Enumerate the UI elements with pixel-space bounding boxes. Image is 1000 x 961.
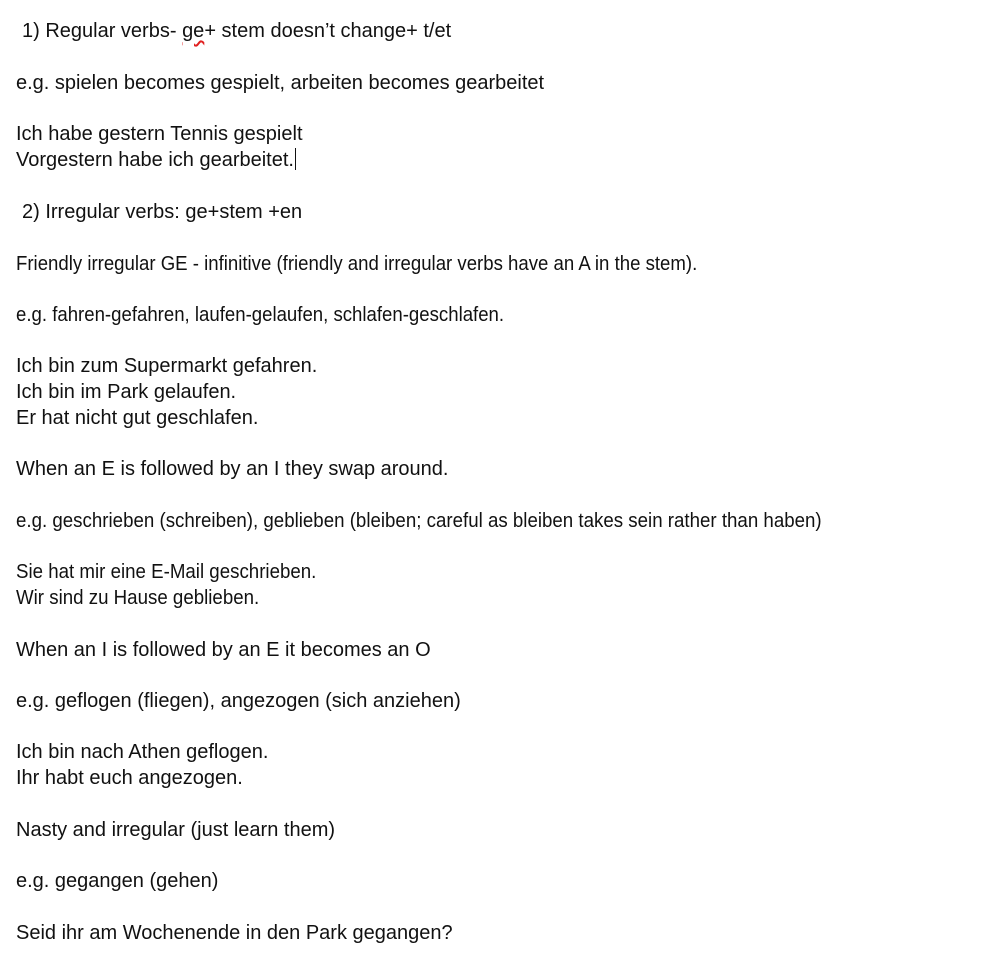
ie-sentence-2: Ihr habt euch angezogen.: [16, 767, 243, 789]
heading-regular-pre: 1) Regular verbs-: [22, 20, 183, 42]
regular-sentence-2-text: Vorgestern habe ich gearbeitet.: [16, 149, 294, 171]
regular-sentence-1: Ich habe gestern Tennis gespielt: [16, 123, 303, 145]
ei-swap-rule: When an E is followed by an I they swap around.: [16, 458, 449, 480]
regular-example: e.g. spielen becomes gespielt, arbeiten becomes gearbeitet: [16, 72, 545, 94]
friendly-sentence-3: Er hat nicht gut geschlafen.: [16, 407, 259, 429]
heading-regular-post: + stem doesn’t change+ t/et: [204, 20, 452, 42]
heading-irregular-verbs: 2) Irregular verbs: ge+stem +en: [22, 201, 303, 223]
friendly-sentence-2: Ich bin im Park gelaufen.: [16, 381, 237, 403]
ei-sentence-1: Sie hat mir eine E-Mail geschrieben.: [16, 561, 317, 583]
regular-sentence-2: [16, 147, 296, 173]
friendly-irregular-rule: Friendly irregular GE - infinitive (friendly and irregular verbs have an A in the stem).: [16, 253, 698, 275]
ie-sentence-1: Ich bin nach Athen geflogen.: [16, 741, 269, 763]
friendly-irregular-example: e.g. fahren-gefahren, laufen-gelaufen, schlafen-geschlafen.: [16, 304, 505, 326]
nasty-sentence-1: Seid ihr am Wochenende in den Park gegangen?: [16, 922, 453, 944]
nasty-irregular-rule: Nasty and irregular (just learn them): [16, 819, 336, 841]
spellcheck-flagged-word[interactable]: ge: [182, 20, 205, 42]
friendly-sentence-1: Ich bin zum Supermarkt gefahren.: [16, 355, 318, 377]
text-cursor: [295, 148, 297, 170]
ei-sentence-2: Wir sind zu Hause geblieben.: [16, 587, 260, 609]
ie-to-o-example: e.g. geflogen (fliegen), angezogen (sich anziehen): [16, 690, 461, 712]
ie-to-o-rule: When an I is followed by an E it becomes an O: [16, 639, 431, 661]
nasty-irregular-example: e.g. gegangen (gehen): [16, 870, 219, 892]
heading-regular-verbs: [22, 18, 451, 44]
ei-swap-example: e.g. geschrieben (schreiben), geblieben (bleiben; careful as bleiben takes sein rather than haben): [16, 510, 822, 532]
